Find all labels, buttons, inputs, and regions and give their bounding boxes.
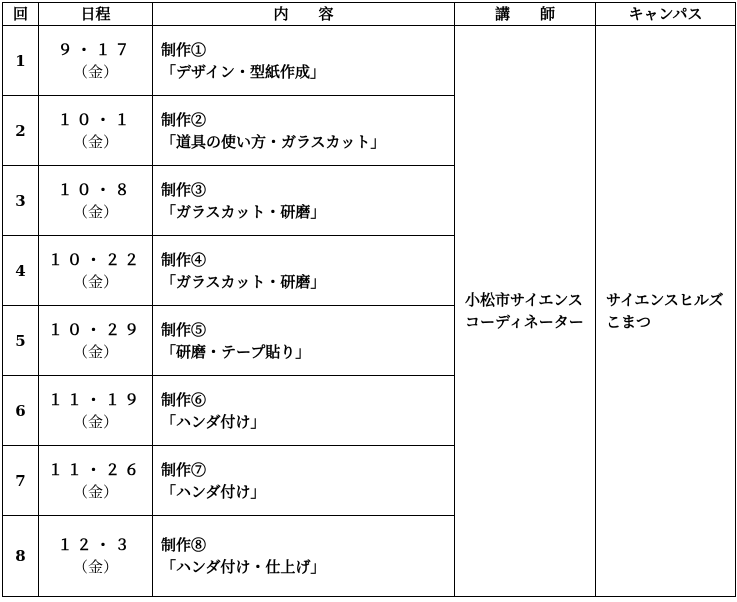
session-date-cell (39, 236, 153, 306)
header-no: 回 (3, 3, 39, 26)
session-weekday: （金） (72, 62, 118, 81)
session-date: １１・２６ (47, 460, 143, 479)
session-title: 制作② (161, 110, 207, 129)
session-date-cell (39, 446, 153, 516)
header-instructor: 講 師 (455, 3, 596, 26)
session-detail: 「道具の使い方・ガラスカット」 (161, 132, 386, 151)
session-weekday: （金） (72, 412, 118, 431)
session-content-cell (153, 306, 455, 376)
session-date-cell (39, 166, 153, 236)
instructor-cell (455, 26, 596, 597)
session-number: 1 (3, 26, 39, 96)
session-number: 4 (3, 236, 39, 306)
session-number: 7 (3, 446, 39, 516)
session-title: 制作⑧ (161, 536, 207, 554)
session-weekday: （金） (72, 272, 118, 291)
session-detail: 「研磨・テープ貼り」 (161, 342, 311, 361)
header-row (3, 3, 736, 26)
table-row (3, 26, 736, 96)
session-date: １０・１ (57, 110, 134, 129)
session-title: 制作⑥ (161, 390, 207, 409)
campus-cell (596, 26, 736, 597)
session-detail: 「ハンダ付け」 (161, 482, 266, 501)
session-title: 制作⑤ (161, 320, 207, 339)
header-campus: キャンパス (596, 3, 736, 26)
session-weekday: （金） (72, 482, 118, 501)
schedule-sheet (2, 2, 735, 600)
session-date: １２・３ (57, 536, 134, 554)
session-date-cell (39, 306, 153, 376)
session-detail: 「ハンダ付け」 (161, 412, 266, 431)
session-date: １０・２２ (47, 250, 143, 269)
session-number: 5 (3, 306, 39, 376)
session-weekday: （金） (72, 202, 118, 221)
session-title: 制作③ (161, 180, 207, 199)
session-content-cell (153, 236, 455, 306)
session-content-cell (153, 446, 455, 516)
session-detail: 「ハンダ付け・仕上げ」 (161, 558, 326, 576)
session-title: 制作④ (161, 250, 207, 269)
session-weekday: （金） (72, 132, 118, 151)
campus-line-1: サイエンスヒルズ (606, 291, 724, 309)
session-detail: 「ガラスカット・研磨」 (161, 202, 326, 221)
campus-line-2: こまつ (606, 313, 652, 331)
instructor-line-2: コーディネーター (465, 313, 584, 331)
session-date-cell (39, 96, 153, 166)
session-content-cell (153, 166, 455, 236)
instructor-line-1: 小松市サイエンス (465, 291, 583, 309)
session-number: 8 (3, 516, 39, 597)
session-detail: 「デザイン・型紙作成」 (161, 62, 325, 81)
session-number: 2 (3, 96, 39, 166)
session-number: 3 (3, 166, 39, 236)
session-date: １１・１９ (47, 390, 143, 409)
session-date: １０・２９ (47, 320, 143, 339)
header-date: 日程 (39, 3, 153, 26)
session-content-cell (153, 26, 455, 96)
header-content: 内 容 (153, 3, 455, 26)
session-title: 制作① (161, 40, 207, 59)
session-date-cell (39, 376, 153, 446)
session-date: ９・１７ (57, 40, 134, 59)
session-detail: 「ガラスカット・研磨」 (161, 272, 326, 291)
session-title: 制作⑦ (161, 460, 207, 479)
session-date-cell (39, 516, 153, 597)
session-number: 6 (3, 376, 39, 446)
session-weekday: （金） (72, 558, 118, 576)
session-content-cell (153, 96, 455, 166)
session-weekday: （金） (72, 342, 118, 361)
session-date-cell (39, 26, 153, 96)
session-date: １０・８ (57, 180, 134, 199)
schedule-table (2, 2, 736, 597)
session-content-cell (153, 376, 455, 446)
session-content-cell (153, 516, 455, 597)
